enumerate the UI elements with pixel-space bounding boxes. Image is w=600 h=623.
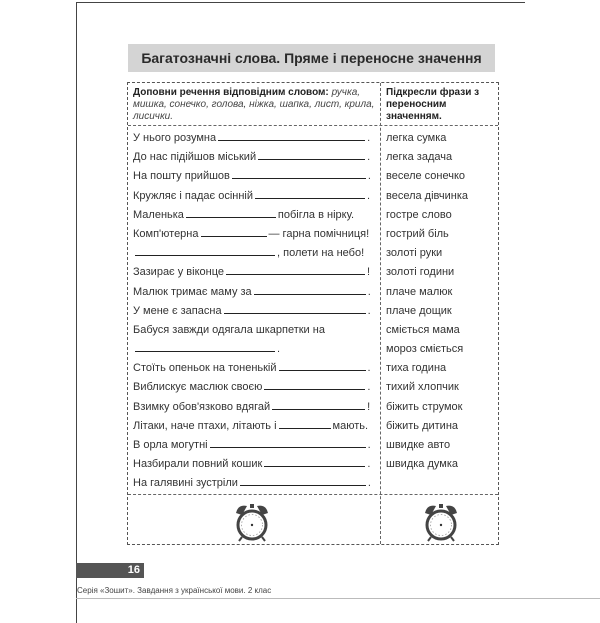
answer-blank[interactable] [135,244,275,256]
answer-blank[interactable] [226,263,365,275]
sentence-text-after: . [367,304,371,317]
sentence-text-after: . [367,151,371,164]
sentence-text-after: . [367,362,371,375]
phrase-item[interactable]: тихий хлопчик [386,381,459,394]
sentence-text-after: ! [367,400,371,413]
header-divider [128,125,498,126]
sentence-text-before: На галявині зустріли [133,477,238,490]
sentence-row [133,302,377,321]
sentence-text-before: Зазирає у віконце [133,266,224,279]
sentence-row [133,283,377,302]
sentence-row [133,244,377,263]
page-number [76,563,144,578]
sentence-row [133,167,377,186]
sentence-text-after: мають. [332,419,369,432]
sentence-text-after: ! [367,266,371,279]
sentence-row [133,129,377,148]
answer-blank[interactable] [279,417,331,429]
sentence-row [133,148,377,167]
sentence-text-before: Маленька [133,208,184,221]
sentence-text-before: Стоїть опеньок на тоненькій [133,362,277,375]
answer-blank[interactable] [201,225,267,237]
answer-blank[interactable] [272,398,365,410]
sentence-text-before: Назбирали повний кошик [133,458,263,471]
phrase-item[interactable]: плаче дощик [386,304,452,317]
sentence-text-before: Виблискує маслюк своєю [133,381,263,394]
answer-blank[interactable] [210,436,366,448]
sentence-text-before: До нас підійшов міський [133,151,257,164]
answer-blank[interactable] [224,302,366,314]
sentence-row [133,474,377,493]
sentence-text-before: У мене є запасна [133,304,222,317]
phrase-item[interactable]: весела дівчинка [386,189,469,202]
phrase-item[interactable]: золоті години [386,266,455,279]
footer-divider-line [76,598,600,599]
page-title [128,44,495,72]
phrase-item[interactable]: золоті руки [386,247,443,260]
sentence-row [133,187,377,206]
sentence-text-before: Малюк тримає маму за [133,285,252,298]
phrase-list [386,129,494,474]
sentence-text-after: . [367,170,371,183]
sentence-text-after: . [367,285,371,298]
sentence-row [133,359,377,378]
sentence-row [133,455,377,474]
answer-blank[interactable] [258,148,365,160]
answer-blank[interactable] [135,340,275,352]
sentence-row [133,398,377,417]
sentence-text-before: Літаки, наче птахи, літають і [133,419,277,432]
sentence-text-after: . [367,439,371,451]
answer-blank[interactable] [254,283,366,295]
sentence-text-after: . [367,477,371,490]
answer-blank[interactable] [240,474,366,486]
instruction-bold: Доповни речення відповідним словом: [133,87,329,98]
phrase-item[interactable]: плаче малюк [386,285,453,298]
phrase-item[interactable]: легка сумка [386,132,447,144]
sentence-text-before: Бабуся завжди одягала шкарпетки на [133,323,325,336]
sentence-row [133,206,377,225]
sentence-text-before: На пошту прийшов [133,170,230,183]
sentence-text-after: . [367,381,371,394]
sentence-text-before: Комп'ютерна [133,227,199,240]
answer-blank[interactable] [218,129,365,141]
footer-caption: Серія «Зошит». Завдання з української мови. 2 клас [77,586,272,595]
answer-blank[interactable] [186,206,276,218]
instruction-word-list: ручка, мишка, сонечко, голова, ніжка, шапка, лист, крила, лисички. [133,87,375,122]
phrase-item[interactable]: гострий біль [386,227,449,240]
answer-blank[interactable] [264,378,365,390]
sentence-row [133,225,377,244]
sentence-text-before: В орла могутні [133,439,208,451]
sentence-text-before: Взимку обов'язково вдягай [133,400,271,413]
phrase-item[interactable]: швидке авто [386,439,451,451]
phrase-item[interactable]: веселе сонечко [386,170,466,183]
answer-blank[interactable] [255,187,365,199]
phrase-item[interactable]: тиха година [386,362,447,375]
sentence-row [133,417,377,436]
page-title-text: Багатозначні слова. Пряме і переносне значення [141,50,482,66]
sentence-row [133,263,377,282]
phrase-item[interactable]: сміється мама [386,323,460,336]
right-instruction: Підкресли фрази з переносним значенням. [386,87,480,122]
column-divider [380,83,381,544]
phrase-item[interactable]: мороз сміється [386,343,464,356]
worksheet-table [127,82,499,545]
sentence-row [133,436,377,455]
sentence-text-after: , полети на небо! [277,247,365,260]
phrase-item[interactable]: біжить струмок [386,400,463,413]
phrase-item[interactable]: біжить дитина [386,419,459,432]
sentence-text-after: . [367,132,371,144]
sentence-row [133,321,377,340]
phrase-item[interactable]: швидка думка [386,458,458,471]
sentence-text-after: побігла в нірку. [277,208,355,221]
sentence-text-before: У нього розумна [133,132,217,144]
alarm-clock-icon [232,501,272,543]
sentence-text-before: Кружляє і падає осінній [133,189,254,202]
answer-blank[interactable] [264,455,365,467]
alarm-clock-icon [421,501,461,543]
phrase-item[interactable]: легка задача [386,151,453,164]
sentence-row [133,378,377,397]
sentence-text-after: . [367,458,371,471]
sentence-text-after: — гарна помічниця! [268,227,370,240]
sentence-text-after: . [367,189,371,202]
page-number-text: 16 [127,564,140,576]
sentence-list [133,129,377,494]
sentence-text-after: . [277,343,281,356]
left-instruction [133,87,377,123]
answer-blank[interactable] [279,359,366,371]
answer-blank[interactable] [232,167,366,179]
sentence-row [133,340,377,359]
phrase-item[interactable]: гостре слово [386,208,452,221]
footer-divider [128,494,498,495]
